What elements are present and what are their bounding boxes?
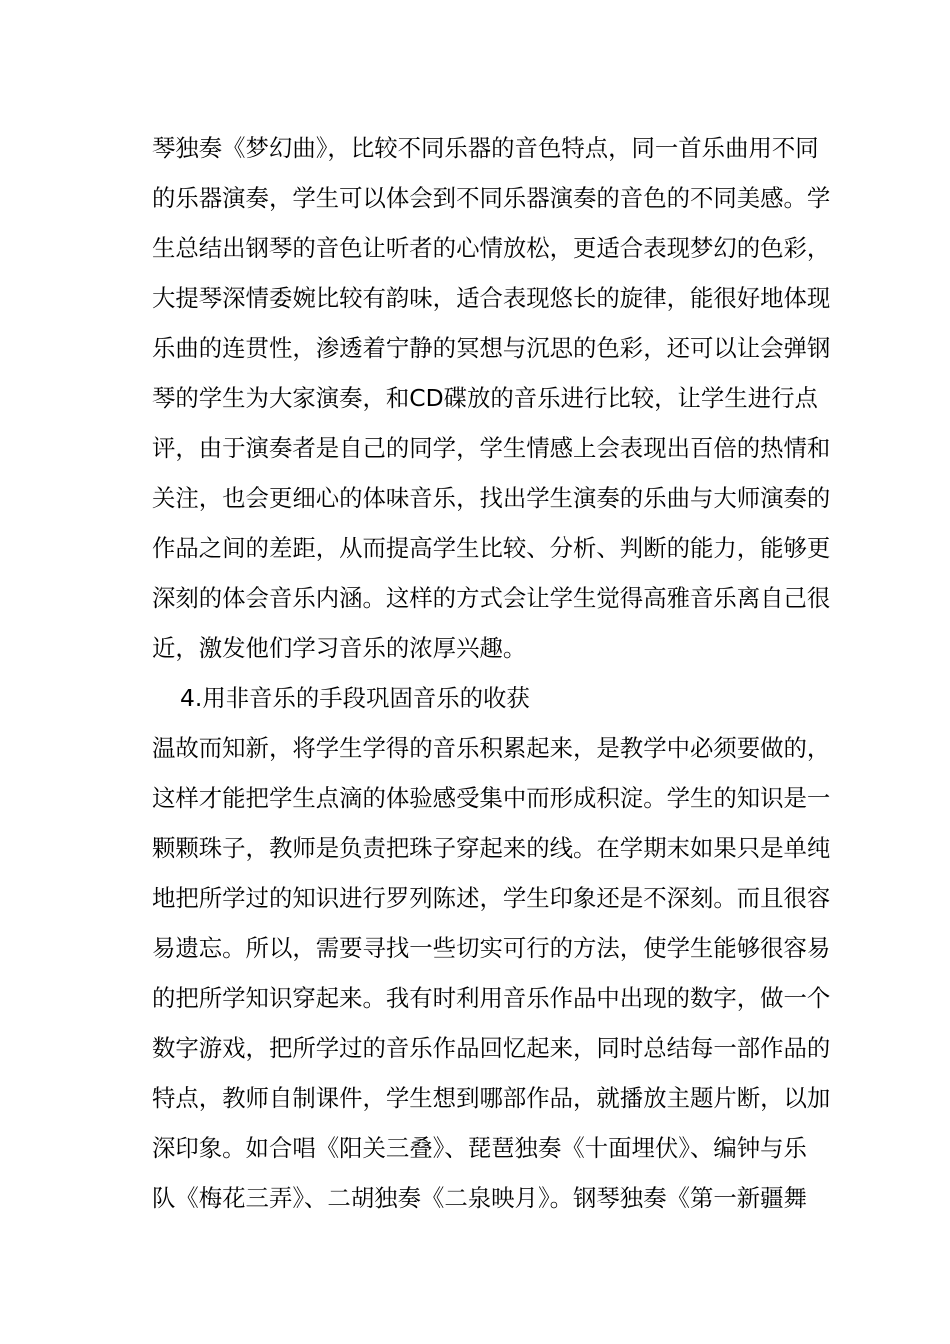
paragraph-line: 琴独奏《梦幻曲》，比较不同乐器的音色特点，同一首乐曲用不同 xyxy=(152,134,819,162)
paragraph-line: 作品之间的差距，从而提高学生比较、分析、判断的能力，能够更 xyxy=(152,534,831,562)
paragraph-line: 易遗忘。所以，需要寻找一些切实可行的方法，使学生能够很容易 xyxy=(152,934,831,962)
paragraph-line: 评，由于演奏者是自己的同学，学生情感上会表现出百倍的热情和 xyxy=(152,434,831,462)
paragraph-line: 大提琴深情委婉比较有韵味，适合表现悠长的旋律，能很好地体现 xyxy=(152,284,831,312)
section-heading: 4.用非音乐的手段巩固音乐的收获 xyxy=(180,684,530,712)
paragraph-line: 颗颗珠子，教师是负责把珠子穿起来的线。在学期末如果只是单纯 xyxy=(152,834,831,862)
paragraph-line: 温故而知新，将学生学得的音乐积累起来，是教学中必须要做的， xyxy=(152,734,831,762)
paragraph-line: 队《梅花三弄》、二胡独奏《二泉映月》。钢琴独奏《第一新疆舞 xyxy=(152,1184,807,1212)
paragraph-line: 的把所学知识穿起来。我有时利用音乐作品中出现的数字，做一个 xyxy=(152,984,831,1012)
paragraph-line: 乐曲的连贯性，渗透着宁静的冥想与沉思的色彩，还可以让会弹钢 xyxy=(152,334,831,362)
paragraph-line: 琴的学生为大家演奏，和CD碟放的音乐进行比较，让学生进行点 xyxy=(152,384,818,412)
paragraph-line: 这样才能把学生点滴的体验感受集中而形成积淀。学生的知识是一 xyxy=(152,784,831,812)
paragraph-line: 的乐器演奏，学生可以体会到不同乐器演奏的音色的不同美感。学 xyxy=(152,184,831,212)
paragraph-line: 近，激发他们学习音乐的浓厚兴趣。 xyxy=(152,634,527,662)
paragraph-line: 关注，也会更细心的体味音乐，找出学生演奏的乐曲与大师演奏的 xyxy=(152,484,831,512)
paragraph-line: 地把所学过的知识进行罗列陈述，学生印象还是不深刻。而且很容 xyxy=(152,884,831,912)
paragraph-line: 生总结出钢琴的音色让听者的心情放松，更适合表现梦幻的色彩， xyxy=(152,234,831,262)
paragraph-line: 深印象。如合唱《阳关三叠》、琵琶独奏《十面埋伏》、编钟与乐 xyxy=(152,1134,807,1162)
paragraph-line: 数字游戏，把所学过的音乐作品回忆起来，同时总结每一部作品的 xyxy=(152,1034,831,1062)
paragraph-line: 特点，教师自制课件，学生想到哪部作品，就播放主题片断，以加 xyxy=(152,1084,831,1112)
paragraph-line: 深刻的体会音乐内涵。这样的方式会让学生觉得高雅音乐离自己很 xyxy=(152,584,831,612)
